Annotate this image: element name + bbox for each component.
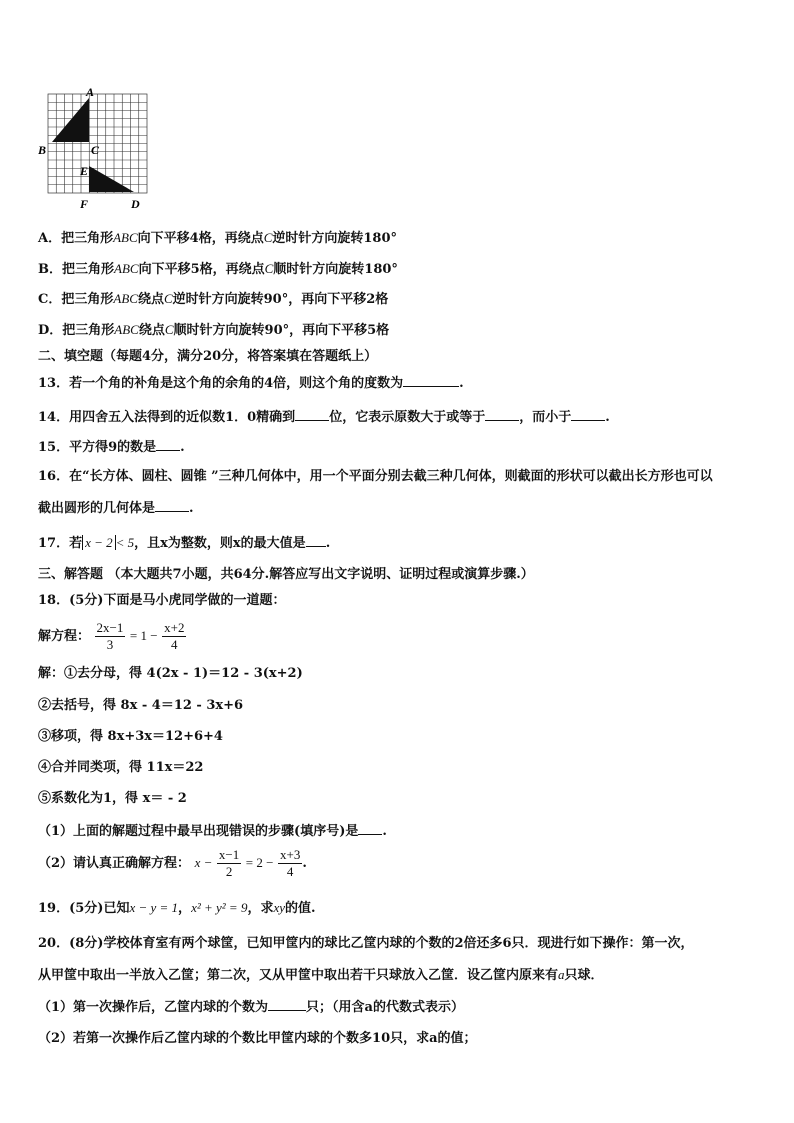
answer-blank[interactable] (156, 438, 180, 451)
answer-blank[interactable] (485, 408, 519, 421)
question-14: 14．用四舍五入法得到的近似数1．0精确到 位，它表示原数大于或等于 ，而小于 . (38, 410, 610, 425)
fraction: $\frac{x-1}{2}$ (218, 847, 240, 879)
option-a: A．把三角形ABC向下平移4格，再绕点C逆时针方向旋转180° (38, 230, 398, 246)
answer-blank[interactable] (306, 534, 326, 547)
answer-blank[interactable] (358, 822, 382, 835)
question-19: 19．(5分)已知x − y = 1，x² + y² = 9，求xy的值. (38, 900, 316, 916)
question-18-part2: （2）请认真正确解方程： x − $\frac{x-1}{2}$ = 2 − $\frac{x+3}{4}$ . (38, 847, 307, 879)
option-c: C．把三角形ABC绕点C逆时针方向旋转90°，再向下平移2格 (38, 291, 389, 307)
answer-blank[interactable] (295, 408, 329, 421)
question-20-line1: 20．(8分)学校体育室有两个球筐，已知甲筐内的球比乙筐内球的个数的2倍还多6只．现进行如下操作：第一次， (38, 936, 694, 951)
label-b: B (38, 143, 47, 157)
question-16-line2: 截出圆形的几何体是 . (38, 501, 194, 516)
solution-step-1: 解：①去分母，得 4(2x - 1)＝12 - 3(x+2) (38, 666, 303, 681)
answer-blank[interactable] (155, 499, 189, 512)
solution-step-4: ④合并同类项，得 11x＝22 (38, 760, 204, 775)
section-heading-fill-in: 二、填空题（每题4分，满分20分，将答案填在答题纸上） (38, 349, 378, 364)
question-20-part2: （2）若第一次操作后乙筐内球的个数比甲筐内球的个数多10只，求a的值； (38, 1031, 477, 1046)
label-c: C (91, 143, 100, 157)
triangle-def (89, 166, 134, 192)
question-18-equation: 解方程： $\frac{2x-1}{3}$ = 1 − $\frac{x+2}{4}$ (38, 620, 185, 652)
label-a: A (86, 86, 95, 99)
grid-figure (38, 86, 148, 216)
question-18-part1: （1）上面的解题过程中最早出现错误的步骤(填序号)是 . (38, 824, 387, 839)
question-18-head: 18．(5分)下面是马小虎同学做的一道题： (38, 593, 286, 608)
fraction: $\frac{x+3}{4}$ (279, 847, 301, 879)
answer-blank[interactable] (268, 998, 306, 1011)
answer-blank[interactable] (403, 374, 459, 387)
question-20-part1: （1）第一次操作后，乙筐内球的个数为 只；（用含a的代数式表示） (38, 1000, 464, 1015)
option-b: B．把三角形ABC向下平移5格，再绕点C顺时针方向旋转180° (38, 261, 398, 277)
section-heading-solve: 三、解答题 （本大题共7小题，共64分.解答应写出文字说明、证明过程或演算步骤.） (38, 567, 534, 582)
solution-step-2: ②去括号，得 8x - 4＝12 - 3x+6 (38, 698, 244, 713)
label-f: F (80, 197, 89, 211)
fraction: $\frac{2x-1}{3}$ (96, 620, 124, 652)
solution-step-3: ③移项，得 8x+3x＝12+6+4 (38, 729, 223, 744)
solution-step-5: ⑤系数化为1，得 x＝ - 2 (38, 791, 187, 806)
fraction: $\frac{x+2}{4}$ (164, 620, 185, 652)
option-d: D．把三角形ABC绕点C顺时针方向旋转90°，再向下平移5格 (38, 322, 390, 338)
label-d: D (131, 197, 140, 211)
question-15: 15．平方得9的数是 . (38, 440, 185, 455)
question-13: 13．若一个角的补角是这个角的余角的4倍，则这个角的度数为 . (38, 376, 464, 391)
question-16-line1: 16．在“长方体、圆柱、圆锥 ”三种几何体中，用一个平面分别去截三种几何体，则截面的形状可以截出长方形也可以 (38, 469, 713, 484)
question-20-line2: 从甲筐中取出一半放入乙筐；第二次，又从甲筐中取出若干只球放入乙筐．设乙筐内原来有a只球． (38, 967, 604, 983)
question-17: 17．若 x − 2 < 5，且x为整数，则x的最大值是 . (38, 535, 331, 551)
answer-blank[interactable] (571, 408, 605, 421)
label-e: E (80, 164, 89, 178)
